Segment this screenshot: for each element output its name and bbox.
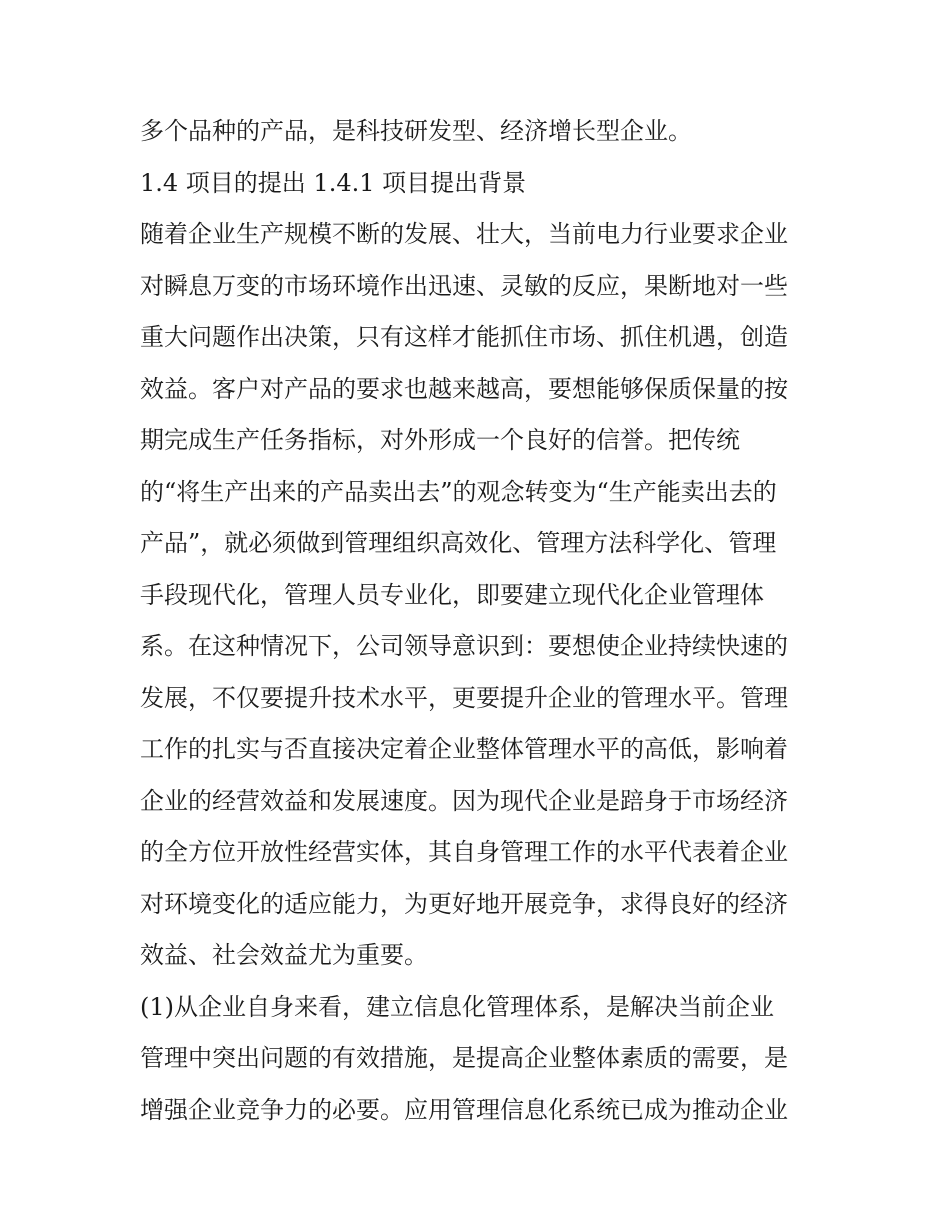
text-line: 效益。客户对产品的要求也越来越高，要想能够保质保量的按 <box>140 374 788 403</box>
text-line: 工作的扎实与否直接决定着企业整体管理水平的高低，影响着 <box>140 735 788 763</box>
text-line: 随着企业生产规模不断的发展、壮大，当前电力行业要求企业 <box>140 220 788 248</box>
document-body <box>140 106 820 1136</box>
text-line: 管理中突出问题的有效措施，是提高企业整体素质的需要，是 <box>140 1044 788 1072</box>
text-line: 效益、社会效益尤为重要。 <box>140 941 428 969</box>
text-line: (1)从企业自身来看，建立信息化管理体系，是解决当前企业 <box>140 992 774 1021</box>
text-line: 企业的经营效益和发展速度。因为现代企业是踣身于市场经济 <box>140 786 788 815</box>
text-line: 重大问题作出决策，只有这样才能抓住市场、抓住机遇，创造 <box>140 323 788 351</box>
text-line: 手段现代化，管理人员专业化，即要建立现代化企业管理体 <box>140 580 764 609</box>
text-line: 系。在这种情况下，公司领导意识到：要想使企业持续快速的 <box>140 632 788 660</box>
section-heading: 1.4 项目的提出 1.4.1 项目提出背景 <box>140 168 527 197</box>
text-line: 的全方位开放性经营实体，其自身管理工作的水平代表着企业 <box>140 838 788 866</box>
text-line: 发展，不仅要提升技术水平，更要提升企业的管理水平。管理 <box>140 683 788 712</box>
text-line: 增强企业竞争力的必要。应用管理信息化系统已成为推动企业 <box>140 1095 788 1124</box>
text-line: 对环境变化的适应能力，为更好地开展竞争，求得良好的经济 <box>140 889 788 918</box>
text-line: 的“将生产出来的产品卖出去”的观念转变为“生产能卖出去的 <box>140 477 777 506</box>
text-line: 产品”，就必须做到管理组织高效化、管理方法科学化、管理 <box>140 529 777 557</box>
text-line: 对瞬息万变的市场环境作出迅速、灵敏的反应，果断地对一些 <box>140 271 788 300</box>
text-line: 期完成生产任务指标，对外形成一个良好的信誉。把传统 <box>140 426 740 454</box>
text-line: 多个品种的产品，是科技研发型、经济增长型企业。 <box>140 117 692 145</box>
